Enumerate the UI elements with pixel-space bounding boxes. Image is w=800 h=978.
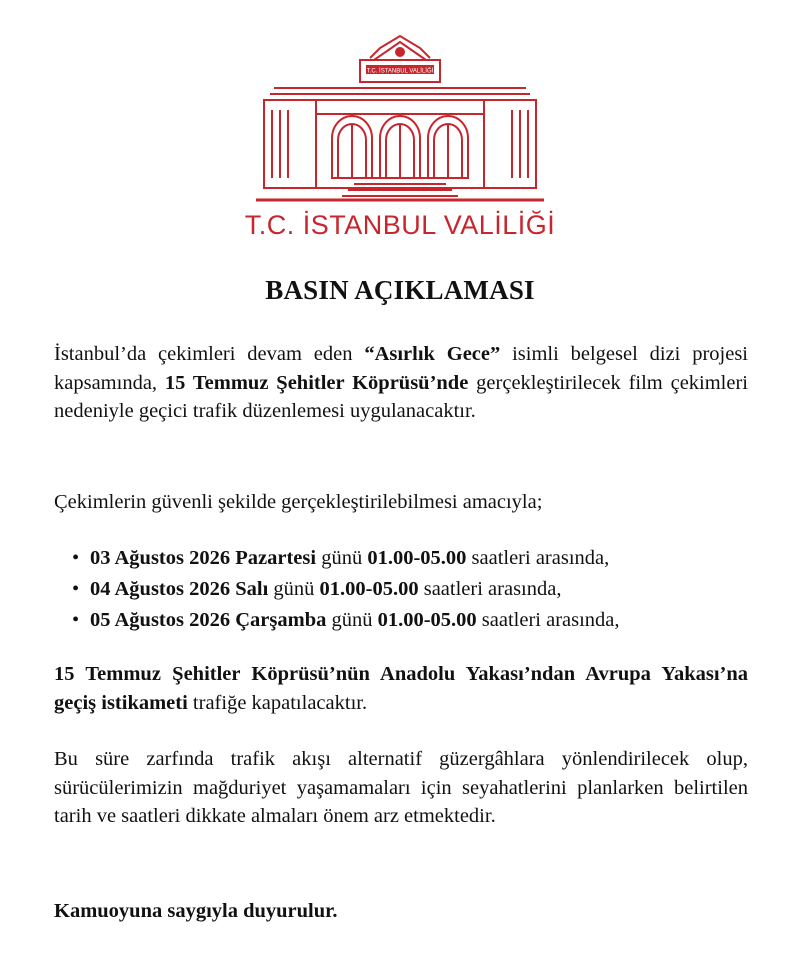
item-rest: saatleri arasında, [466,547,610,569]
list-item [72,575,742,606]
item-time: 01.00-05.00 [367,547,467,569]
item-time: 01.00-05.00 [319,578,419,600]
intro-text-c: isimli belgesel dizi projesi kapsamında, [54,343,749,394]
item-date: 05 Ağustos 2026 Çarşamba [90,609,327,631]
intro-text-e: gerçekleştirilecek film çekimleri nedeniyle geçici trafik düzenlemesi uygulanacaktır. [54,371,749,422]
closure-list [72,544,742,637]
project-name: “Asırlık Gece” [364,343,501,365]
logo [0,28,800,241]
list-item [72,606,742,637]
bullet-icon: • [72,609,80,631]
valilik-building-icon [250,28,550,208]
item-gunu: günü [316,547,368,569]
bridge-name: 15 Temmuz Şehitler Köprüsü’nde [164,371,469,394]
item-date: 03 Ağustos 2026 Pazartesi [90,547,317,569]
bullet-icon: • [72,578,80,600]
logo-sign: T.C. İSTANBUL VALİLİĞİ [366,68,434,75]
paragraph-purpose: Çekimlerin güvenli şekilde gerçekleştirilebilmesi amacıyla; [54,491,543,513]
item-rest: saatleri arasında, [476,609,620,631]
list-item [72,544,742,575]
closure-direction: 15 Temmuz Şehitler Köprüsü’nün Anadolu Yakası’ndan Avrupa Yakası’na geçiş istikameti [54,663,748,714]
paragraph-advice: Bu süre zarfında trafik akışı alternatif güzergâhlara yönlendirilecek olup, sürücülerimizin mağduriyet yaşamamaları için seyahatlerini planlarken belirtilen tarih ve saatleri dikkate almaları önem arz etmektedir. [54,748,748,827]
paragraph-closure [54,660,748,717]
bullet-icon: • [72,547,80,569]
item-time: 01.00-05.00 [377,609,477,631]
logo-text: T.C. İSTANBUL VALİLİĞİ [244,210,556,240]
item-rest: saatleri arasında, [418,578,562,600]
closure-rest: trafiğe kapatılacaktır. [187,691,368,714]
item-gunu: günü [326,609,378,631]
paragraph-closing [54,897,748,926]
item-date: 04 Ağustos 2026 Salı [90,578,269,600]
paragraph-intro [54,340,748,426]
intro-text-a: İstanbul’da çekimleri devam eden [54,343,365,365]
page-title: BASIN AÇIKLAMASI [265,275,535,305]
item-gunu: günü [268,578,320,600]
closing-text: Kamuoyuna saygıyla duyurulur. [54,900,338,922]
